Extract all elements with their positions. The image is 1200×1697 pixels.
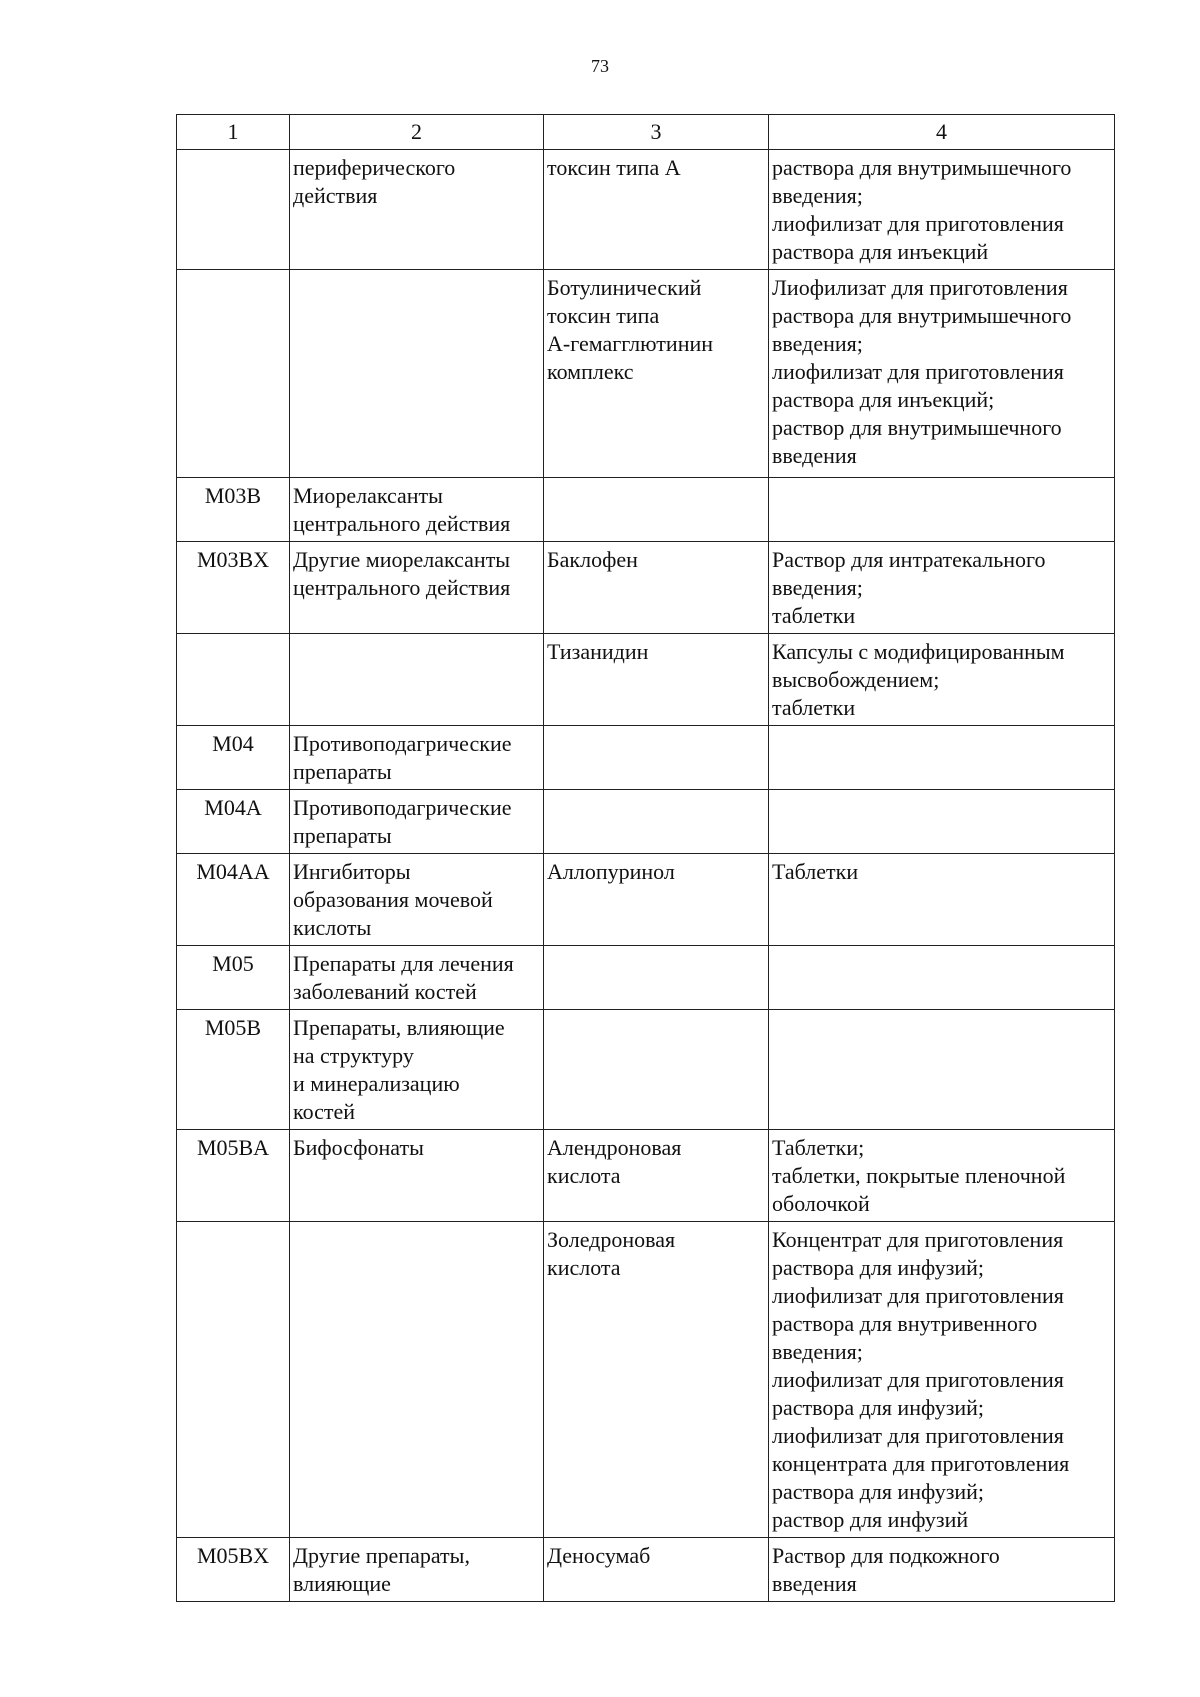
table-row — [177, 478, 1115, 542]
form-cell: Лиофилизат для приготовления раствора для внутримышечного введения; лиофилизат для приготовления раствора для инъекций; раствор для внутримышечного введения — [769, 270, 1115, 478]
drug-cell — [544, 478, 769, 542]
group-cell — [290, 270, 544, 478]
drug-cell: Тизанидин — [544, 634, 769, 726]
form-cell: раствора для внутримышечного введения; лиофилизат для приготовления раствора для инъекций — [769, 150, 1115, 270]
form-cell: Таблетки — [769, 854, 1115, 946]
atc-code-cell — [177, 1222, 290, 1538]
table-row — [177, 1010, 1115, 1130]
group-cell: Другие миорелаксанты центрального действия — [290, 542, 544, 634]
drug-cell — [544, 726, 769, 790]
group-cell: Бифосфонаты — [290, 1130, 544, 1222]
atc-code-cell: M05 — [177, 946, 290, 1010]
atc-code-cell: M05BX — [177, 1538, 290, 1602]
atc-code-cell: M04AA — [177, 854, 290, 946]
page-number: 73 — [591, 56, 609, 76]
header-row — [177, 115, 1115, 150]
drug-cell — [544, 790, 769, 854]
group-cell — [290, 1222, 544, 1538]
drug-cell: токсин типа А — [544, 150, 769, 270]
form-cell: Таблетки; таблетки, покрытые пленочной оболочкой — [769, 1130, 1115, 1222]
form-cell — [769, 726, 1115, 790]
table-row — [177, 542, 1115, 634]
group-cell: Ингибиторы образования мочевой кислоты — [290, 854, 544, 946]
drug-cell: Деносумаб — [544, 1538, 769, 1602]
drug-table — [176, 114, 1115, 1602]
form-cell: Раствор для интратекального введения; таблетки — [769, 542, 1115, 634]
table-row — [177, 790, 1115, 854]
form-cell — [769, 790, 1115, 854]
table-row — [177, 1222, 1115, 1538]
atc-code-cell — [177, 270, 290, 478]
table-row — [177, 946, 1115, 1010]
atc-code-cell: M03B — [177, 478, 290, 542]
table-row — [177, 854, 1115, 946]
group-cell: Противоподагрические препараты — [290, 790, 544, 854]
drug-cell — [544, 946, 769, 1010]
drug-cell: Золедроновая кислота — [544, 1222, 769, 1538]
atc-code-cell — [177, 634, 290, 726]
group-cell: Препараты, влияющие на структуру и минерализацию костей — [290, 1010, 544, 1130]
column-header: 4 — [769, 115, 1115, 150]
table-row — [177, 150, 1115, 270]
form-cell: Капсулы с модифицированным высвобождением; таблетки — [769, 634, 1115, 726]
table-row — [177, 726, 1115, 790]
form-cell — [769, 946, 1115, 1010]
group-cell — [290, 634, 544, 726]
atc-code-cell: M04A — [177, 790, 290, 854]
drug-cell: Баклофен — [544, 542, 769, 634]
table-row — [177, 270, 1115, 478]
form-cell — [769, 478, 1115, 542]
group-cell: периферического действия — [290, 150, 544, 270]
group-cell: Препараты для лечения заболеваний костей — [290, 946, 544, 1010]
form-cell — [769, 1010, 1115, 1130]
drug-cell: Алендроновая кислота — [544, 1130, 769, 1222]
atc-code-cell — [177, 150, 290, 270]
atc-code-cell: M03BX — [177, 542, 290, 634]
group-cell: Другие препараты, влияющие — [290, 1538, 544, 1602]
atc-code-cell: M05B — [177, 1010, 290, 1130]
group-cell: Миорелаксанты центрального действия — [290, 478, 544, 542]
column-header: 2 — [290, 115, 544, 150]
drug-cell: Аллопуринол — [544, 854, 769, 946]
atc-code-cell: M04 — [177, 726, 290, 790]
column-header: 1 — [177, 115, 290, 150]
drug-cell — [544, 1010, 769, 1130]
form-cell: Раствор для подкожного введения — [769, 1538, 1115, 1602]
atc-code-cell: M05BA — [177, 1130, 290, 1222]
group-cell: Противоподагрические препараты — [290, 726, 544, 790]
table-row — [177, 1130, 1115, 1222]
drug-cell: Ботулинический токсин типа А-гемагглютинин комплекс — [544, 270, 769, 478]
form-cell: Концентрат для приготовления раствора для инфузий; лиофилизат для приготовления раствора для внутривенного введения; лиофилизат для приготовления раствора для инфузий; лиофилизат для приготовления концентрата для приготовления раствора для инфузий; раствор для инфузий — [769, 1222, 1115, 1538]
table-row — [177, 1538, 1115, 1602]
column-header: 3 — [544, 115, 769, 150]
table-row — [177, 634, 1115, 726]
